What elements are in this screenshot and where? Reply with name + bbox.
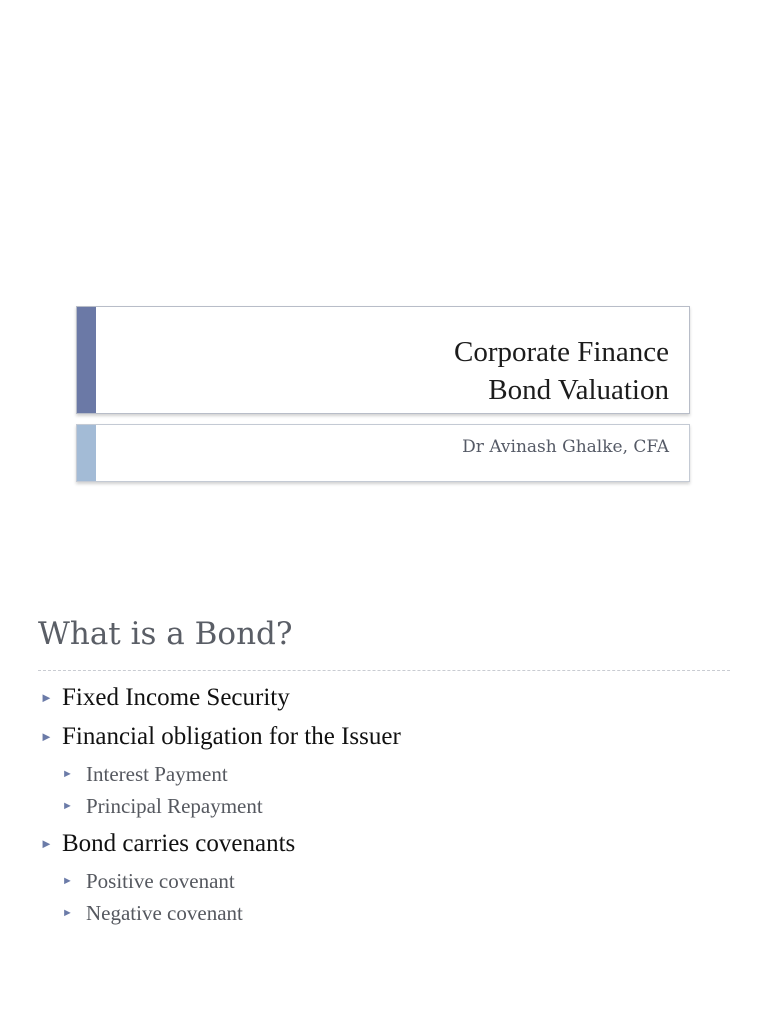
sub-bullet-item (40, 758, 401, 790)
title-line-2: Bond Valuation (488, 374, 669, 406)
slide-heading: What is a Bond? (38, 616, 293, 652)
bullet-text: Fixed Income Security (62, 684, 290, 711)
title-box (76, 306, 690, 414)
sub-bullet-item (40, 897, 401, 929)
triangle-right-icon: ► (62, 800, 73, 812)
content-slide (0, 600, 768, 1024)
sub-bullet-text: Interest Payment (86, 762, 228, 786)
bullet-item (40, 826, 401, 862)
subtitle-accent-bar (77, 425, 96, 481)
triangle-right-icon: ► (40, 690, 53, 705)
slide-subtitle: Dr Avinash Ghalke, CFA (462, 437, 669, 457)
sub-bullet-item (40, 865, 401, 897)
triangle-right-icon: ► (40, 729, 53, 744)
sub-bullet-text: Principal Repayment (86, 794, 263, 818)
triangle-right-icon: ► (40, 836, 53, 851)
sub-bullet-list (40, 758, 401, 822)
bullet-text: Bond carries covenants (62, 830, 296, 857)
triangle-right-icon: ► (62, 875, 73, 887)
sub-bullet-item (40, 790, 401, 822)
triangle-right-icon: ► (62, 768, 73, 780)
sub-bullet-group (40, 758, 401, 822)
title-line-1: Corporate Finance (453, 336, 669, 368)
bullet-item (40, 719, 401, 755)
triangle-right-icon: ► (62, 907, 73, 919)
title-accent-bar (77, 307, 96, 413)
heading-divider (38, 670, 730, 671)
sub-bullet-text: Negative covenant (86, 901, 243, 925)
sub-bullet-group (40, 865, 401, 929)
bullet-item (40, 680, 401, 716)
bullet-list (40, 680, 401, 933)
sub-bullet-text: Positive covenant (86, 869, 235, 893)
subtitle-box (76, 424, 690, 482)
bullet-text: Financial obligation for the Issuer (62, 723, 401, 750)
slide-title (454, 333, 669, 409)
sub-bullet-list (40, 865, 401, 929)
